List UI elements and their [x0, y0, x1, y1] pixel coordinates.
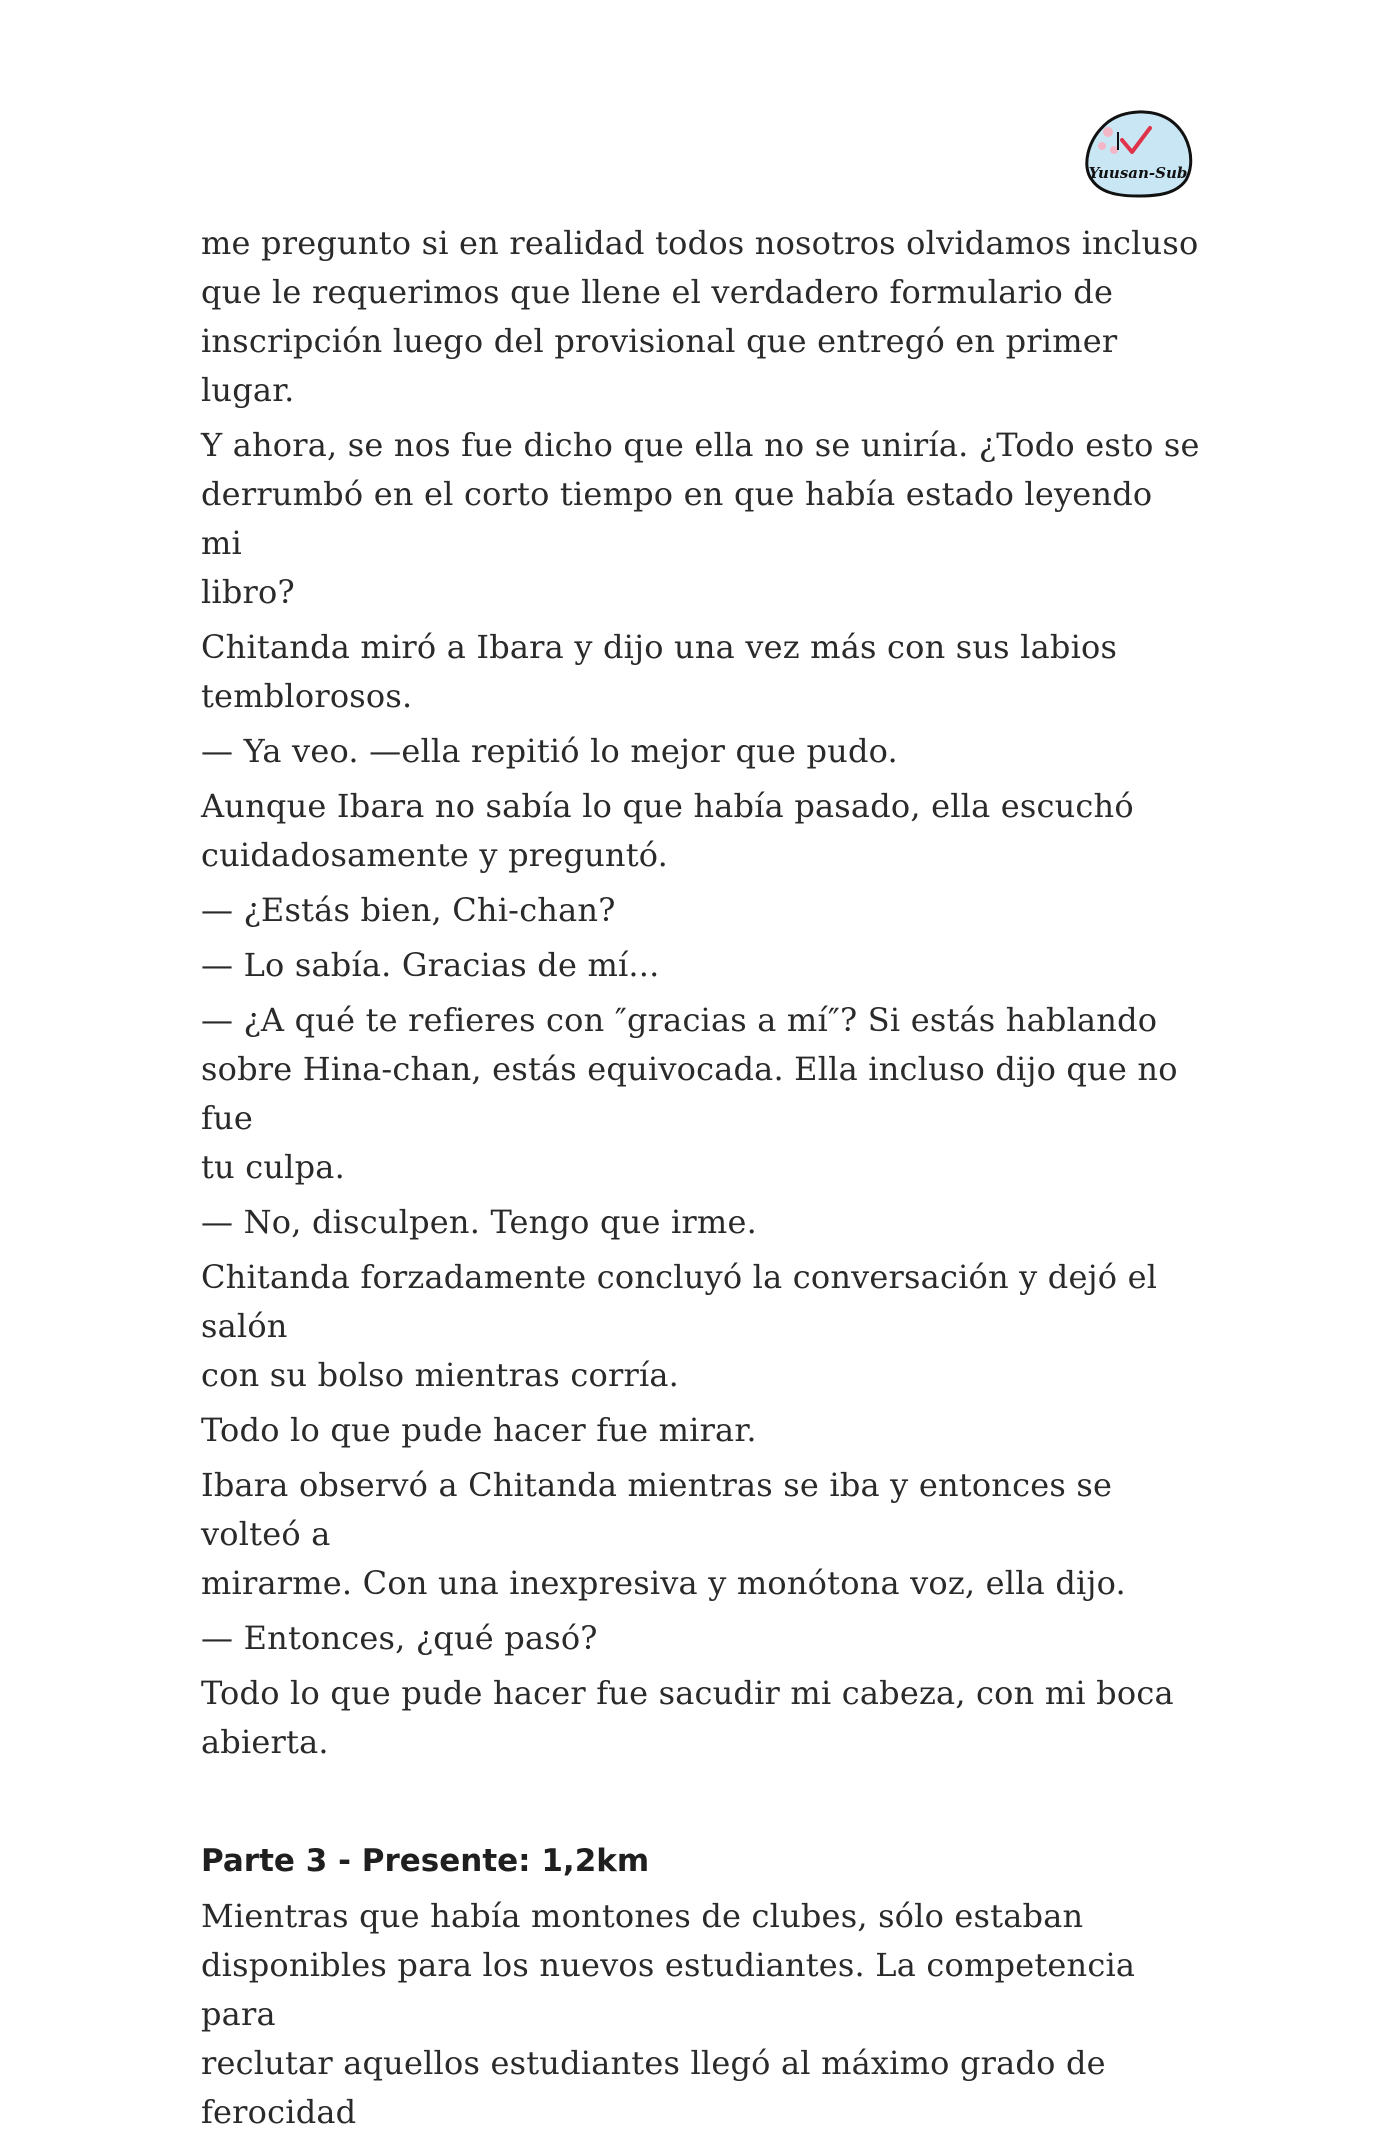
paragraph: Aunque Ibara no sabía lo que había pasado, ella escuchó cuidadosamente y preguntó. — [201, 787, 1134, 874]
document-body — [201, 219, 1201, 2143]
section-heading: Parte 3 - Presente: 1,2km — [201, 1843, 650, 1879]
dialogue-line: — Ya veo. —ella repitió lo mejor que pudo. — [201, 732, 898, 770]
paragraph: Mientras que había montones de clubes, sólo estaban disponibles para los nuevos estudiantes. La competencia para reclutar aquellos estudiantes llegó al máximo grado de ferocidad — [201, 1897, 1136, 2131]
paragraph: Y ahora, se nos fue dicho que ella no se uniría. ¿Todo esto se derrumbó en el corto tiempo en que había estado leyendo mi libro? — [201, 426, 1200, 611]
yuusan-sub-logo-icon — [1078, 106, 1198, 200]
paragraph: me pregunto si en realidad todos nosotros olvidamos incluso que le requerimos que llene el verdadero formulario de inscripción luego del provisional que entregó en primer lugar. — [201, 224, 1199, 409]
dialogue-line: — No, disculpen. Tengo que irme. — [201, 1203, 757, 1241]
paragraph: Ibara observó a Chitanda mientras se iba y entonces se volteó a mirarme. Con una inexpresiva y monótona voz, ella dijo. — [201, 1466, 1126, 1602]
dialogue-line: — Lo sabía. Gracias de mí... — [201, 946, 660, 984]
paragraph: Todo lo que pude hacer fue sacudir mi cabeza, con mi boca abierta. — [201, 1674, 1174, 1761]
paragraph: Chitanda forzadamente concluyó la conversación y dejó el salón con su bolso mientras corría. — [201, 1258, 1158, 1394]
dialogue-line: — ¿Estás bien, Chi-chan? — [201, 891, 616, 929]
paragraph: Chitanda miró a Ibara y dijo una vez más con sus labios temblorosos. — [201, 628, 1118, 715]
yuusan-sub-logo — [1078, 106, 1198, 200]
paragraph: Todo lo que pude hacer fue mirar. — [201, 1411, 757, 1449]
dialogue-line: — Entonces, ¿qué pasó? — [201, 1619, 598, 1657]
logo-text: Yuusan-Sub — [1088, 164, 1188, 182]
dialogue-line: — ¿A qué te refieres con ″gracias a mí″? Si estás hablando sobre Hina-chan, estás equivocada. Ella incluso dijo que no fue tu culpa. — [201, 1001, 1178, 1186]
